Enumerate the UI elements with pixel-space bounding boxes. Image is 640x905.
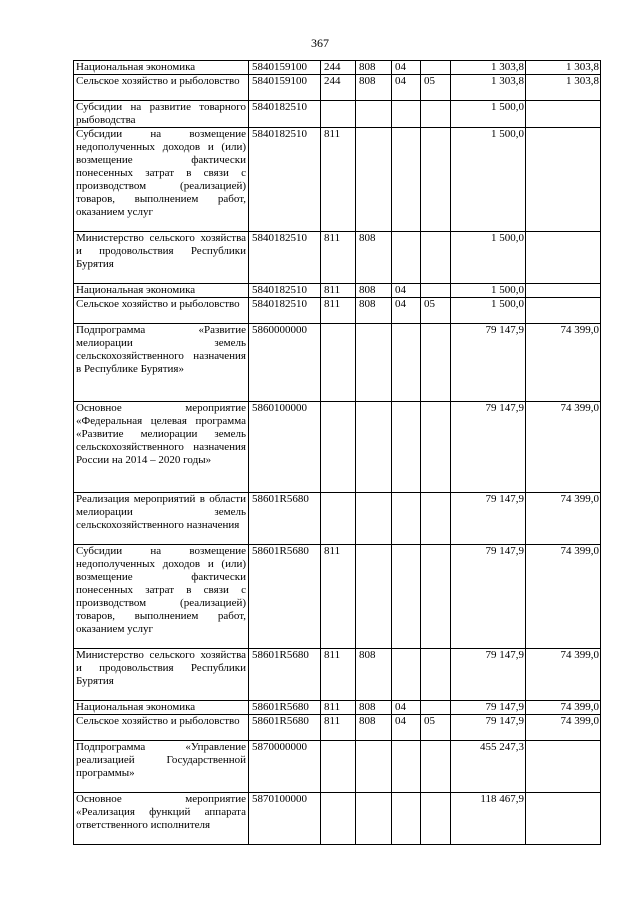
cell-subsection: 05: [421, 298, 451, 324]
cell-amount-2: [526, 793, 601, 845]
table-row: [74, 741, 601, 793]
cell-amount-2: [526, 232, 601, 284]
cell-expense-type: 811: [321, 284, 356, 298]
cell-expense-type: 811: [321, 232, 356, 284]
cell-amount-1: 79 147,9: [451, 402, 526, 493]
cell-target-article: 58601R5680: [249, 545, 321, 649]
cell-expense-type: 811: [321, 715, 356, 741]
cell-expense-type: [321, 324, 356, 402]
cell-target-article: 5870000000: [249, 741, 321, 793]
cell-expense-type: 811: [321, 701, 356, 715]
cell-target-article: 58601R5680: [249, 715, 321, 741]
cell-amount-2: 74 399,0: [526, 701, 601, 715]
cell-section: 04: [392, 701, 421, 715]
cell-amount-1: 1 303,8: [451, 61, 526, 75]
cell-name: Сельское хозяйство и рыболовство: [74, 715, 249, 741]
cell-ministry-code: 808: [356, 701, 392, 715]
cell-expense-type: [321, 493, 356, 545]
cell-amount-1: 1 500,0: [451, 101, 526, 128]
cell-amount-1: 1 500,0: [451, 232, 526, 284]
cell-ministry-code: 808: [356, 715, 392, 741]
cell-subsection: 05: [421, 715, 451, 741]
cell-amount-1: 79 147,9: [451, 715, 526, 741]
cell-subsection: [421, 545, 451, 649]
cell-amount-2: [526, 128, 601, 232]
cell-amount-1: 79 147,9: [451, 649, 526, 701]
cell-amount-1: 455 247,3: [451, 741, 526, 793]
cell-subsection: [421, 128, 451, 232]
table-row: [74, 402, 601, 493]
cell-section: [392, 545, 421, 649]
table-row: [74, 793, 601, 845]
cell-amount-1: 1 500,0: [451, 298, 526, 324]
cell-subsection: [421, 324, 451, 402]
cell-amount-2: 74 399,0: [526, 649, 601, 701]
table-row: [74, 715, 601, 741]
cell-target-article: 5840182510: [249, 232, 321, 284]
budget-table-body: [74, 61, 601, 845]
cell-name: Национальная экономика: [74, 284, 249, 298]
cell-ministry-code: [356, 101, 392, 128]
cell-section: [392, 649, 421, 701]
cell-name: Национальная экономика: [74, 701, 249, 715]
table-row: [74, 649, 601, 701]
cell-amount-2: 74 399,0: [526, 715, 601, 741]
cell-subsection: [421, 232, 451, 284]
cell-expense-type: [321, 402, 356, 493]
cell-section: 04: [392, 298, 421, 324]
cell-subsection: [421, 284, 451, 298]
cell-expense-type: 244: [321, 61, 356, 75]
cell-amount-1: 1 500,0: [451, 128, 526, 232]
cell-target-article: 58601R5680: [249, 493, 321, 545]
cell-expense-type: 811: [321, 649, 356, 701]
cell-target-article: 5840159100: [249, 75, 321, 101]
cell-ministry-code: [356, 793, 392, 845]
cell-section: 04: [392, 284, 421, 298]
cell-section: [392, 793, 421, 845]
cell-amount-2: [526, 298, 601, 324]
cell-amount-2: [526, 741, 601, 793]
table-row: [74, 232, 601, 284]
cell-section: 04: [392, 61, 421, 75]
budget-table: [73, 60, 601, 845]
cell-name: Основное мероприятие «Реализация функций аппарата ответственного исполнителя: [74, 793, 249, 845]
cell-name: Министерство сельского хозяйства и продовольствия Республики Бурятия: [74, 232, 249, 284]
cell-name: Национальная экономика: [74, 61, 249, 75]
cell-target-article: 5860100000: [249, 402, 321, 493]
cell-subsection: 05: [421, 75, 451, 101]
cell-target-article: 5840182510: [249, 284, 321, 298]
cell-amount-1: 118 467,9: [451, 793, 526, 845]
cell-section: [392, 101, 421, 128]
cell-amount-1: 1 500,0: [451, 284, 526, 298]
cell-section: 04: [392, 715, 421, 741]
cell-section: [392, 402, 421, 493]
cell-name: Министерство сельского хозяйства и продовольствия Республики Бурятия: [74, 649, 249, 701]
cell-name: Реализация мероприятий в области мелиорации земель сельскохозяйственного назначения: [74, 493, 249, 545]
cell-section: 04: [392, 75, 421, 101]
cell-target-article: 58601R5680: [249, 701, 321, 715]
table-row: [74, 128, 601, 232]
cell-name: Основное мероприятие «Федеральная целевая программа «Развитие мелиорации земель сельскохозяйственного назначения России на 2014 – 2020 годы»: [74, 402, 249, 493]
table-row: [74, 284, 601, 298]
cell-amount-1: 79 147,9: [451, 324, 526, 402]
cell-expense-type: 244: [321, 75, 356, 101]
cell-subsection: [421, 741, 451, 793]
cell-amount-1: 79 147,9: [451, 701, 526, 715]
cell-expense-type: 811: [321, 128, 356, 232]
cell-ministry-code: 808: [356, 298, 392, 324]
cell-amount-1: 1 303,8: [451, 75, 526, 101]
cell-ministry-code: 808: [356, 61, 392, 75]
cell-target-article: 58601R5680: [249, 649, 321, 701]
cell-amount-2: 74 399,0: [526, 545, 601, 649]
cell-ministry-code: 808: [356, 75, 392, 101]
cell-amount-2: 1 303,8: [526, 75, 601, 101]
cell-ministry-code: 808: [356, 232, 392, 284]
cell-section: [392, 493, 421, 545]
cell-expense-type: 811: [321, 545, 356, 649]
cell-amount-2: [526, 284, 601, 298]
cell-name: Подпрограмма «Развитие мелиорации земель сельскохозяйственного назначения в Республике Бурятия»: [74, 324, 249, 402]
cell-ministry-code: 808: [356, 284, 392, 298]
cell-target-article: 5840182510: [249, 101, 321, 128]
cell-ministry-code: [356, 402, 392, 493]
cell-subsection: [421, 493, 451, 545]
cell-subsection: [421, 61, 451, 75]
cell-amount-1: 79 147,9: [451, 493, 526, 545]
cell-amount-2: 74 399,0: [526, 324, 601, 402]
cell-name: Субсидии на возмещение недополученных доходов и (или) возмещение фактически понесенных затрат в связи с производством (реализацией) товаров, выполнением работ, оказанием услуг: [74, 128, 249, 232]
cell-name: Сельское хозяйство и рыболовство: [74, 75, 249, 101]
cell-name: Субсидии на возмещение недополученных доходов и (или) возмещение фактически понесенных затрат в связи с производством (реализацией) товаров, выполнением работ, оказанием услуг: [74, 545, 249, 649]
cell-name: Сельское хозяйство и рыболовство: [74, 298, 249, 324]
table-row: [74, 101, 601, 128]
table-row: [74, 493, 601, 545]
cell-subsection: [421, 101, 451, 128]
cell-expense-type: 811: [321, 298, 356, 324]
cell-ministry-code: [356, 545, 392, 649]
cell-expense-type: [321, 101, 356, 128]
cell-target-article: 5860000000: [249, 324, 321, 402]
cell-amount-2: [526, 101, 601, 128]
table-row: [74, 61, 601, 75]
cell-section: [392, 324, 421, 402]
cell-expense-type: [321, 793, 356, 845]
cell-amount-2: 74 399,0: [526, 493, 601, 545]
cell-section: [392, 232, 421, 284]
cell-subsection: [421, 649, 451, 701]
cell-target-article: 5870100000: [249, 793, 321, 845]
cell-ministry-code: [356, 324, 392, 402]
cell-section: [392, 128, 421, 232]
cell-name: Подпрограмма «Управление реализацией Государственной программы»: [74, 741, 249, 793]
cell-subsection: [421, 793, 451, 845]
table-row: [74, 75, 601, 101]
table-row: [74, 298, 601, 324]
cell-ministry-code: [356, 493, 392, 545]
cell-amount-2: 1 303,8: [526, 61, 601, 75]
cell-name: Субсидии на развитие товарного рыбоводства: [74, 101, 249, 128]
cell-section: [392, 741, 421, 793]
page-number: 367: [311, 36, 329, 50]
cell-target-article: 5840182510: [249, 298, 321, 324]
cell-ministry-code: [356, 741, 392, 793]
cell-amount-1: 79 147,9: [451, 545, 526, 649]
cell-subsection: [421, 402, 451, 493]
cell-ministry-code: [356, 128, 392, 232]
cell-target-article: 5840182510: [249, 128, 321, 232]
table-row: [74, 701, 601, 715]
table-row: [74, 324, 601, 402]
cell-expense-type: [321, 741, 356, 793]
cell-ministry-code: 808: [356, 649, 392, 701]
cell-amount-2: 74 399,0: [526, 402, 601, 493]
cell-target-article: 5840159100: [249, 61, 321, 75]
table-row: [74, 545, 601, 649]
cell-subsection: [421, 701, 451, 715]
